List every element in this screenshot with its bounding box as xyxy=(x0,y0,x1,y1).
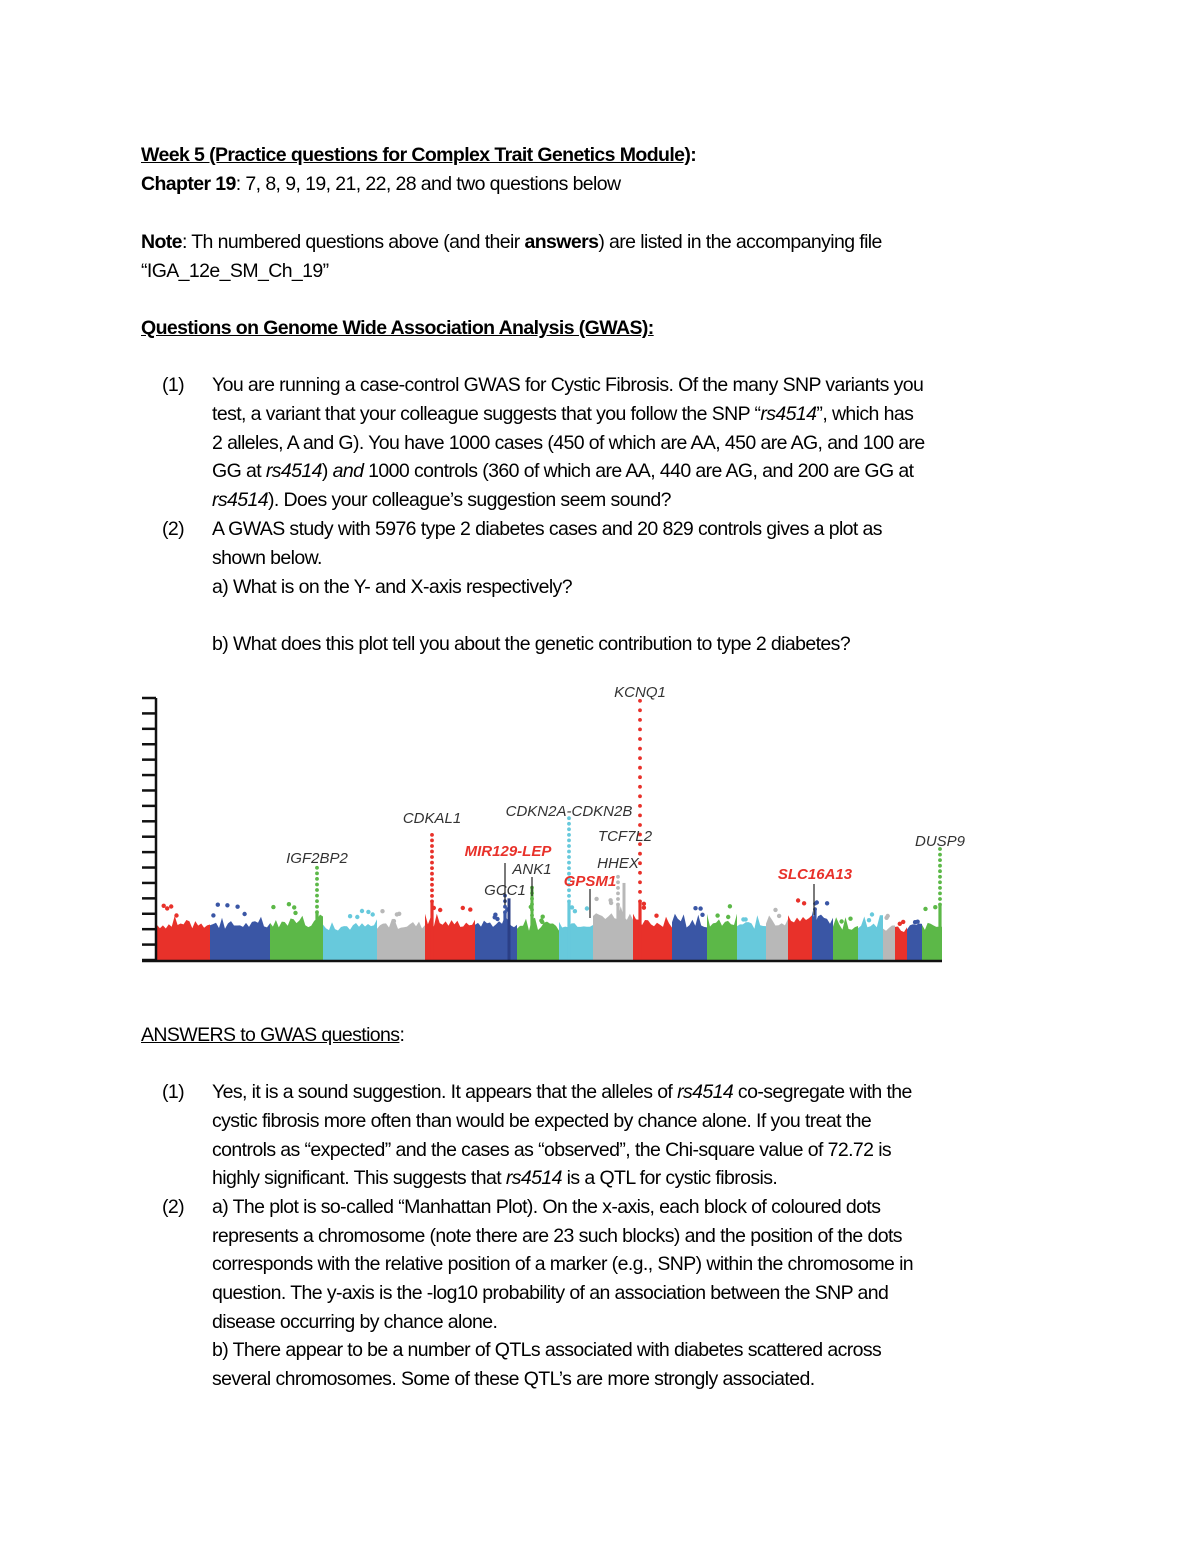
gene-label-cdkn2a-cdkn2b: CDKN2A-CDKN2B xyxy=(505,803,633,820)
gene-label-dusp9: DUSP9 xyxy=(914,833,966,850)
q2-number: (2) xyxy=(162,518,185,540)
q2-part-a: a) What is on the Y- and X-axis respectively? xyxy=(212,576,572,598)
chapter-questions: : 7, 8, 9, 19, 21, 22, 28 and two questions below xyxy=(235,173,621,195)
a2-number: (2) xyxy=(162,1196,185,1218)
note-label: Note xyxy=(141,231,182,253)
a2-line-7: several chromosomes. Some of these QTL’s are more strongly associated. xyxy=(212,1368,815,1390)
a2-line-3: corresponds with the relative position of a marker (e.g., SNP) within the chromosome in xyxy=(212,1253,914,1275)
chromosome-block-12 xyxy=(672,906,707,960)
manhattan-plot-svg xyxy=(130,672,970,972)
chromosome-block-1 xyxy=(157,904,210,960)
chromosome-block-7 xyxy=(475,894,517,960)
gene-label-gpsm1: GPSM1 xyxy=(563,873,617,890)
chromosome-block-19 xyxy=(858,912,883,960)
gene-label-hhex: HHEX xyxy=(597,855,639,872)
q1-line-4: GG at rs4514) and 1000 controls (360 of which are AA, 440 are AG, and 200 are GG at xyxy=(212,460,914,482)
q1-number: (1) xyxy=(162,374,185,396)
chromosome-block-21 xyxy=(895,920,907,960)
questions-heading: Questions on Genome Wide Association Analysis (GWAS): xyxy=(141,317,654,339)
gene-label-igf2bp2: IGF2BP2 xyxy=(286,850,348,867)
chromosome-block-4 xyxy=(323,909,377,960)
peak-column xyxy=(623,883,626,960)
manhattan-plot xyxy=(130,672,970,972)
chromosome-block-18 xyxy=(833,917,858,961)
answers-heading: ANSWERS to GWAS questions: xyxy=(141,1024,405,1046)
q2-line-2: shown below. xyxy=(212,547,322,569)
a1-line-2: cystic fibrosis more often than would be expected by chance alone. If you treat the xyxy=(212,1110,872,1132)
a2-line-1: a) The plot is so-called “Manhattan Plot). On the x-axis, each block of coloured dots xyxy=(212,1196,881,1218)
gene-label-cdkal1: CDKAL1 xyxy=(402,810,462,827)
chromosome-block-15 xyxy=(766,908,788,960)
chromosome-block-14 xyxy=(737,915,766,960)
chromosome-block-20 xyxy=(883,914,895,960)
a1-line-1: Yes, it is a sound suggestion. It appears that the alleles of rs4514 co-segregate with the xyxy=(212,1081,912,1103)
chromosome-block-3 xyxy=(270,866,323,960)
q1-line-1: You are running a case-control GWAS for Cystic Fibrosis. Of the many SNP variants you xyxy=(212,374,924,396)
peak-column xyxy=(531,889,534,960)
chromosome-block-2 xyxy=(210,903,270,961)
q1-line-5: rs4514). Does your colleague’s suggestion seem sound? xyxy=(212,489,671,511)
page-title: Week 5 (Practice questions for Complex Trait Genetics Module): xyxy=(141,144,697,166)
gene-label-slc16a13: SLC16A13 xyxy=(777,866,853,883)
peak-column xyxy=(508,898,511,960)
q2-part-b: b) What does this plot tell you about the genetic contribution to type 2 diabetes? xyxy=(212,633,851,655)
chromosome-block-22 xyxy=(907,920,922,961)
a1-line-3: controls as “expected” and the cases as “observed”, the Chi-square value of 72.72 is xyxy=(212,1139,892,1161)
chromosome-block-17 xyxy=(812,900,833,960)
chapter-label: Chapter 19 xyxy=(141,173,236,195)
gene-label-tcf7l2: TCF7L2 xyxy=(597,828,653,845)
chromosome-block-5 xyxy=(377,909,425,960)
q1-line-2: test, a variant that your colleague suggests that you follow the SNP “rs4514”, which has xyxy=(212,403,914,425)
a2-line-5: disease occurring by chance alone. xyxy=(212,1311,498,1333)
chromosome-block-16 xyxy=(788,898,812,960)
a2-line-4: question. The y-axis is the -log10 probability of an association between the SNP and xyxy=(212,1282,889,1304)
a1-number: (1) xyxy=(162,1081,185,1103)
gene-label-gcc1: GCC1 xyxy=(484,882,526,899)
gene-label-mir129-lep: MIR129-LEP xyxy=(464,843,552,860)
gene-label-ank1: ANK1 xyxy=(512,861,552,878)
q2-line-1: A GWAS study with 5976 type 2 diabetes cases and 20 829 controls gives a plot as xyxy=(212,518,882,540)
a2-line-2: represents a chromosome (note there are 23 such blocks) and the position of the dots xyxy=(212,1225,902,1247)
a1-line-4: highly significant. This suggests that rs4514 is a QTL for cystic fibrosis. xyxy=(212,1167,778,1189)
chromosome-block-13 xyxy=(707,904,737,960)
note-line: Note: Th numbered questions above (and their answers) are listed in the accompanying file xyxy=(141,231,882,253)
title-text: Week 5 (Practice questions for Complex Trait Genetics Module) xyxy=(141,144,691,166)
a2-line-6: b) There appear to be a number of QTLs associated with diabetes scattered across xyxy=(212,1339,882,1361)
chapter-line xyxy=(141,170,621,199)
note-file: “IGA_12e_SM_Ch_19” xyxy=(141,260,329,282)
chromosome-block-23 xyxy=(922,847,942,960)
gene-label-kcnq1: KCNQ1 xyxy=(614,684,666,701)
q1-line-3: 2 alleles, A and G). You have 1000 cases (450 of which are AA, 450 are AG, and 100 are xyxy=(212,432,925,454)
